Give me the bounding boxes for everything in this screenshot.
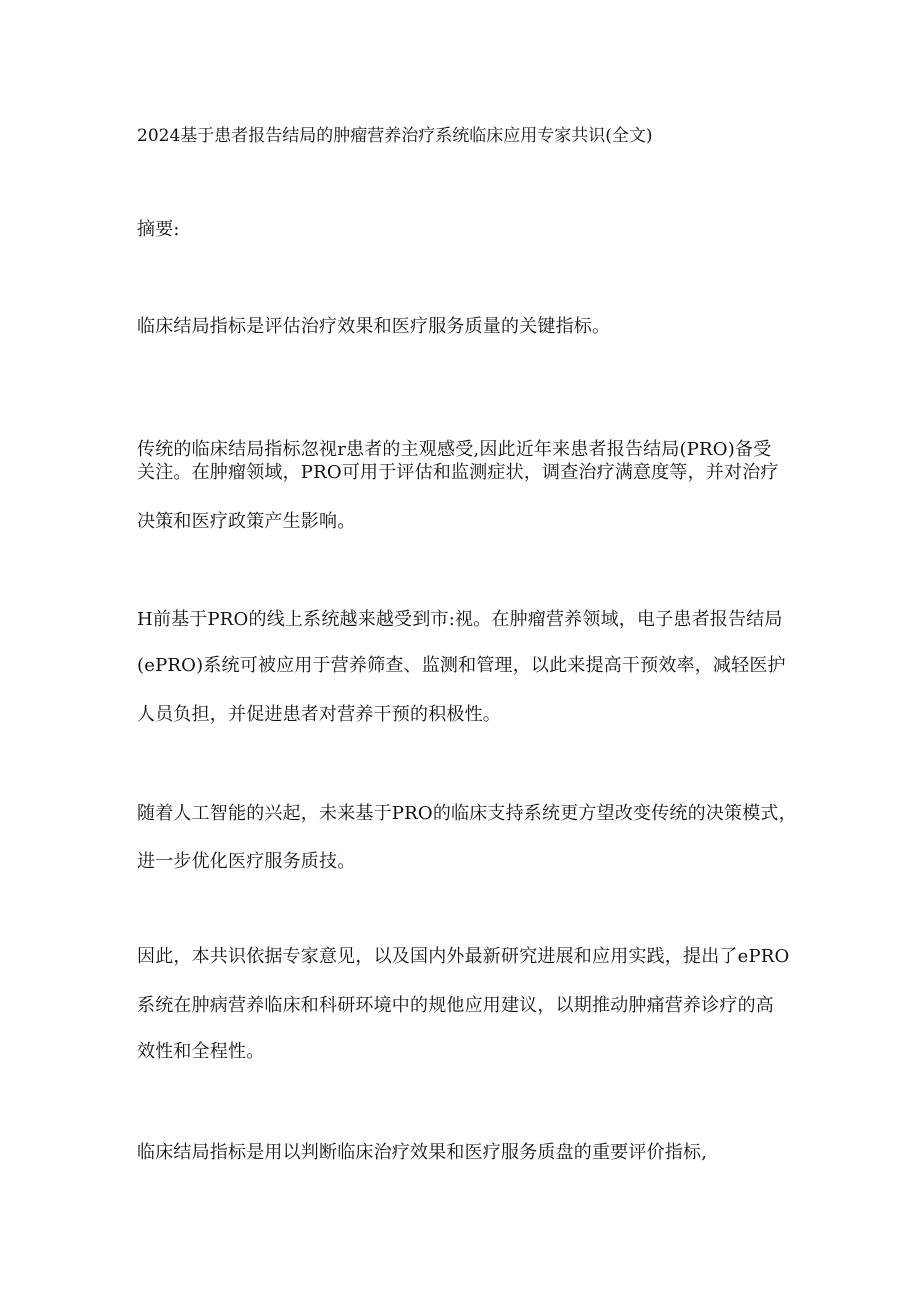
paragraph-2-line-2: 关注。在肿瘤领域，PRO可用于评估和监测症状，调查治疗满意度等，并对治疗 <box>137 462 779 483</box>
paragraph-3-line-2: (ePRO)系统可被应用于营养筛查、监测和管理，以此来提高干预效率，减轻医护 <box>137 655 786 676</box>
paragraph-5-line-1: 因此，本共识依据专家意见，以及国内外最新研究进展和应用实践，提出了ePRO <box>137 946 790 967</box>
paragraph-6-line-1: 临床结局指标是用以判断临床治疗效果和医疗服务质盘的重要评价指标, <box>137 1142 708 1163</box>
abstract-label: 摘要: <box>137 219 180 240</box>
paragraph-4-line-1: 随着人工智能的兴起，未来基于PRO的临床支持系统更方望改变传统的决策模式， <box>137 803 797 824</box>
paragraph-5-line-3: 效性和全程性。 <box>137 1041 265 1062</box>
paragraph-1-line-1: 临床结局指标是评估治疗效果和医疗服务质量的关键指标。 <box>137 316 611 337</box>
paragraph-5-line-2: 系统在肿病营养临床和科研环境中的规他应用建议，以期推动肿痛营养诊疗的高 <box>137 995 774 1016</box>
paragraph-4-line-2: 进一步优化医疗服务质技。 <box>137 851 356 872</box>
document-title: 2024基于患者报告结局的肿瘤营养治疗系统临床应用专家共识(全文) <box>137 126 653 146</box>
paragraph-3-line-3: 人员负担，并促进患者对营养干预的积极性。 <box>137 704 501 725</box>
paragraph-3-line-1: H前基于PRO的线上系统越来越受到市:视。在肿瘤营养领域，电子患者报告结局 <box>137 609 783 630</box>
paragraph-2-line-1: 传统的临床结局指标忽视r患者的主观感受,因此近年来患者报告结局(PRO)备受 <box>137 439 772 460</box>
paragraph-2-line-3: 决策和医疗政策产生影响。 <box>137 511 356 532</box>
